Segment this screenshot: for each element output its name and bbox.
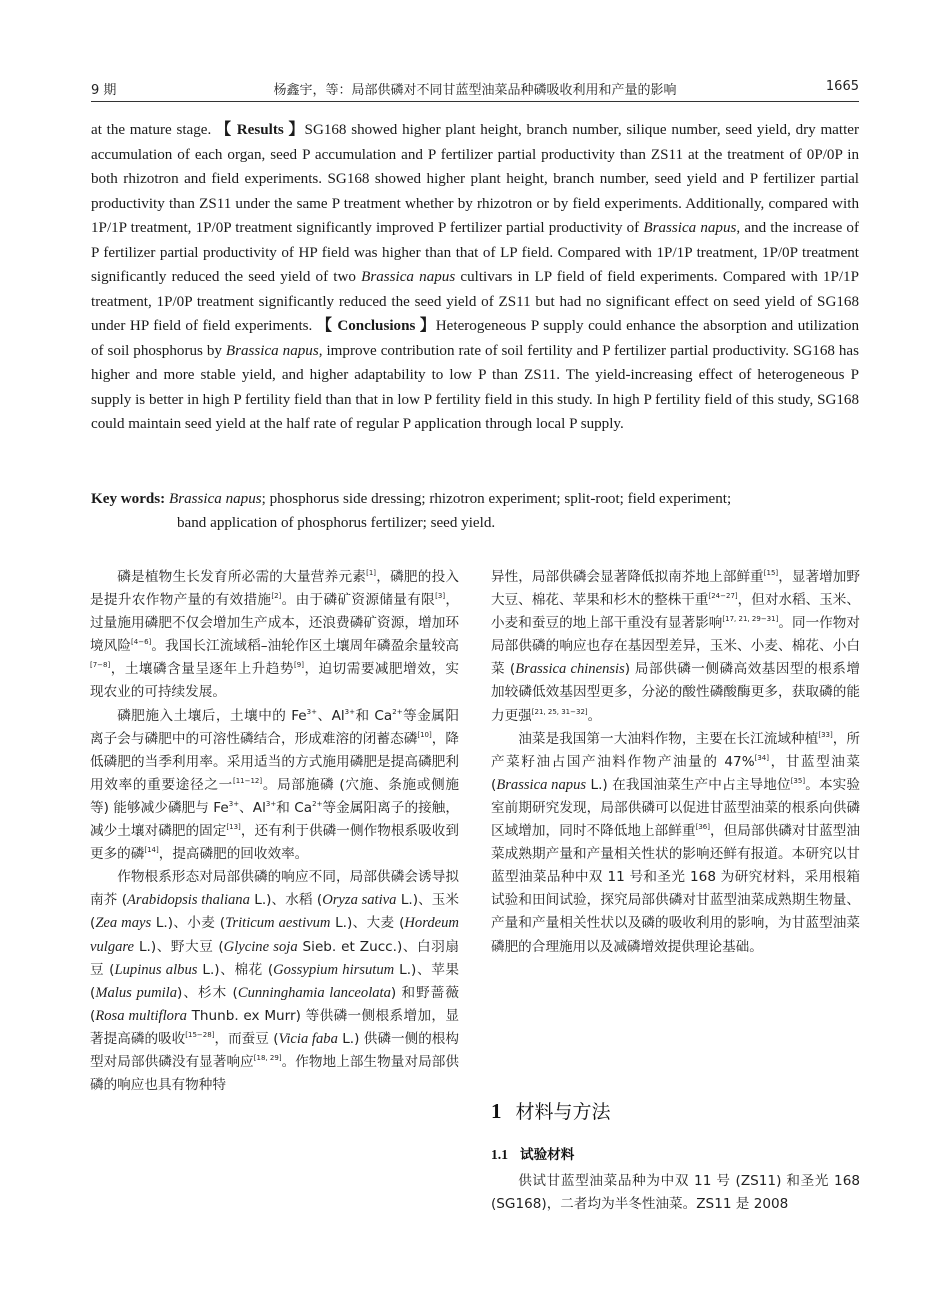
citation[interactable]: [34] <box>754 753 769 762</box>
citation[interactable]: [7−8] <box>90 661 111 670</box>
citation[interactable]: [15] <box>763 569 779 577</box>
citation[interactable]: [15−28] <box>185 1030 215 1039</box>
citation[interactable]: [14] <box>144 846 159 855</box>
keywords-text: ; phosphorus side dressing; rhizotron experiment; split-root; field experiment; <box>261 491 732 507</box>
citation[interactable]: [18, 29] <box>253 1053 282 1062</box>
body-paragraph-2: 磷肥施入土壤后，土壤中的 $Fe^{3+}$、$Al^{3+}$和 $Ca^{2+}$等金属阳离子会与磷肥中的可溶性磷结合，形成难溶的闭蓄态磷[10]，降低磷肥的当季利用率。采用适当的方式施用磷肥是提高磷肥利用效率的重要途径之一[11−12]。局部施磷 (穴施、条施或侧施等) 能够减少磷肥与 $Fe^{3+}$、$Al^{3+}$和 $Ca^{2+}$等金属阳离子的接触，减少土壤对磷肥的固定[13]，还有利于供磷一侧作物根系吸收到更多的磷[14]，提高磷肥的回收效率。 <box>90 707 460 863</box>
citation[interactable]: [33] <box>818 730 833 739</box>
abstract <box>91 118 859 437</box>
citation[interactable]: [21, 25, 31−32] <box>531 707 588 716</box>
running-title: 杨鑫宇，等：局部供磷对不同甘蓝型油菜品种磷吸收利用和产量的影响 <box>273 83 677 98</box>
section-heading-1: 1 材料与方法 <box>491 1099 611 1123</box>
body-paragraph-1: 磷是植物生长发育所必需的大量营养元素[1]，磷肥的投入是提升农作物产量的有效措施[2]。由于磷矿资源储量有限[3]，过量施用磷肥不仅会增加生产成本，还浪费磷矿资源，增加环境风险[4−6]。我国长江流域稻–油轮作区土壤周年磷盈余量较高[7−8]，土壤磷含量呈逐年上升趋势[9]，迫切需要减肥增效，实现农业的可持续发展。 <box>90 569 460 701</box>
running-header <box>91 79 859 99</box>
citation[interactable]: [24−27] <box>708 592 738 601</box>
body-paragraph-5: 供试甘蓝型油菜品种为中双 11 号 (ZS11) 和圣光 168 (SG168)，二者均为半冬性油菜。ZS11 是 2008 <box>491 1173 860 1213</box>
keywords-label: Key words: <box>91 491 166 507</box>
keyword-species: Brassica napus <box>168 491 262 507</box>
abstract-paragraph <box>91 118 859 437</box>
conclusions-label: 【 Conclusions 】 <box>316 318 436 334</box>
citation[interactable]: [35] <box>790 776 806 785</box>
keywords-line-2: band application of phosphorus fertilizer; seed yield. <box>177 515 496 531</box>
citation[interactable]: [4−6] <box>131 638 152 647</box>
citation[interactable]: [13] <box>226 823 241 832</box>
issue-number: 9 期 <box>91 83 117 98</box>
results-text-3: cultivars in LP field of field experiments. Compared with 1P/1P treatment, 1P/0P treatment significantly reduced the seed yield of ZS11 but had no significant effect on seed yield of SG168 under HP field of field experiments. <box>91 269 859 334</box>
body-paragraph-3-continued: 异性，局部供磷会显著降低拟南芥地上部鲜重[15]，显著增加野大豆、棉花、苹果和杉木的整株干重[24−27]，但对水稻、玉米、小麦和蚕豆的地上部干重没有显著影响[17, 21, 29−31]。同一作物对局部供磷的响应也存在基因型差异，玉米、小麦、棉花、小白菜 (Brassica chinensis) 局部供磷一侧磷高效基因型的根系增加较磷低效基因型更多，分泌的酸性磷酸酶更多，获取磷的能力更强[21, 25, 31−32]。 <box>491 569 861 724</box>
body-column-left <box>90 566 459 1097</box>
citation[interactable]: [17, 21, 29−31] <box>722 615 779 624</box>
species-name: Brassica napus <box>361 269 456 285</box>
citation[interactable]: [2] <box>271 592 282 601</box>
citation[interactable]: [3] <box>435 592 446 601</box>
citation[interactable]: [10] <box>417 730 432 739</box>
body-paragraph-3: 作物根系形态对局部供磷的响应不同，局部供磷会诱导拟南芥 (Arabidopsis thaliana L.)、水稻 (Oryza sativa L.)、玉米 (Zea mays L.)、小麦 (Triticum aestivum L.)、大麦 (Hordeum vulgare L.)、野大豆 (Glycine soja Sieb. et Zucc.)、白羽扇豆 (Lupinus albus L.)、棉花 (Gossypium hirsutum L.)、苹果 (Malus pumila)、杉木 (Cunninghamia lanceolata) 和野蔷薇 (Rosa multiflora Thunb. ex Murr) 等供磷一侧根系增加，显著提高磷的吸收[15−28]，而蚕豆 (Vicia faba L.) 供磷一侧的根构型对局部供磷没有显著响应[18, 29]。作物地上部生物量对局部供磷的响应也具有物种特 <box>90 869 460 1094</box>
abstract-lead: at the mature stage. <box>91 122 216 138</box>
species-name: Brassica napus <box>225 342 319 359</box>
keywords <box>91 487 859 535</box>
results-label: 【 Results 】 <box>215 122 305 138</box>
header-rule <box>91 101 859 102</box>
keywords-line-1 <box>91 487 859 511</box>
conclusions-text-1: Heterogeneous P supply could enhance the absorption and utilization of soil phosphorus by <box>91 318 859 359</box>
results-text-1: SG168 showed higher plant height, branch number, silique number, seed yield, dry matter accumulation of each organ, seed P accumulation and P fertilizer partial productivity than ZS11 at the treatment of 0P/0P in both rhizotron and field experiments. SG168 showed higher plant height, branch number, seed yield and P fertilizer partial productivity than ZS11 under the same P treatment whether by rhizotron or by field experiments. Additionally, compared with 1P/1P treatment, 1P/0P treatment significantly improved P fertilizer partial productivity of <box>91 122 859 236</box>
conclusions-text-2: , improve contribution rate of soil fertility and P fertilizer partial productivity. SG168 has higher and more stable yield, and higher adaptability to low P than ZS11. The yield-increasing effect of heterogeneous P supply is better in high P fertility field than that in low P fertility field in this study. In high P fertility field of this study, SG168 could maintain seed yield at the half rate of regular P application through local P supply. <box>91 342 859 432</box>
species-name: Brassica napus <box>643 220 737 236</box>
right-column-flow <box>491 566 860 959</box>
body-paragraph-4: 油菜是我国第一大油料作物，主要在长江流域种植[33]，所产菜籽油占国产油料作物产油量的 47%[34]，甘蓝型油菜 (Brassica napus L.) 在我国油菜生产中占主导地位[35]。本实验室前期研究发现，局部供磷可以促进甘蓝型油菜的根系向供磷区域增加，同时不降低地上部鲜重[36]，但局部供磷对甘蓝型油菜成熟期产量和产量相关性状的影响还鲜有报道。本研究以甘蓝型油菜品种中双 11 号和圣光 168 为研究材料，采用根箱试验和田间试验，探究局部供磷对甘蓝型油菜成熟期生物量、产量和产量相关性状以及磷的吸收利用的影响，为甘蓝型油菜磷肥的合理施用以及减磷增效提供理论基础。 <box>491 730 861 955</box>
section-heading-1-1: 1.1 试验材料 <box>491 1147 575 1163</box>
citation[interactable]: [36] <box>695 823 710 832</box>
citation[interactable]: [1] <box>366 569 377 577</box>
citation[interactable]: [11−12] <box>232 776 263 785</box>
citation[interactable]: [9] <box>294 661 304 670</box>
page-number: 1665 <box>825 79 859 94</box>
results-text-2: , and the increase of P fertilizer partial productivity of HP field was higher than that of LP field. Compared with 1P/1P treatment, 1P/0P treatment significantly reduced the seed yield of two <box>91 220 859 285</box>
